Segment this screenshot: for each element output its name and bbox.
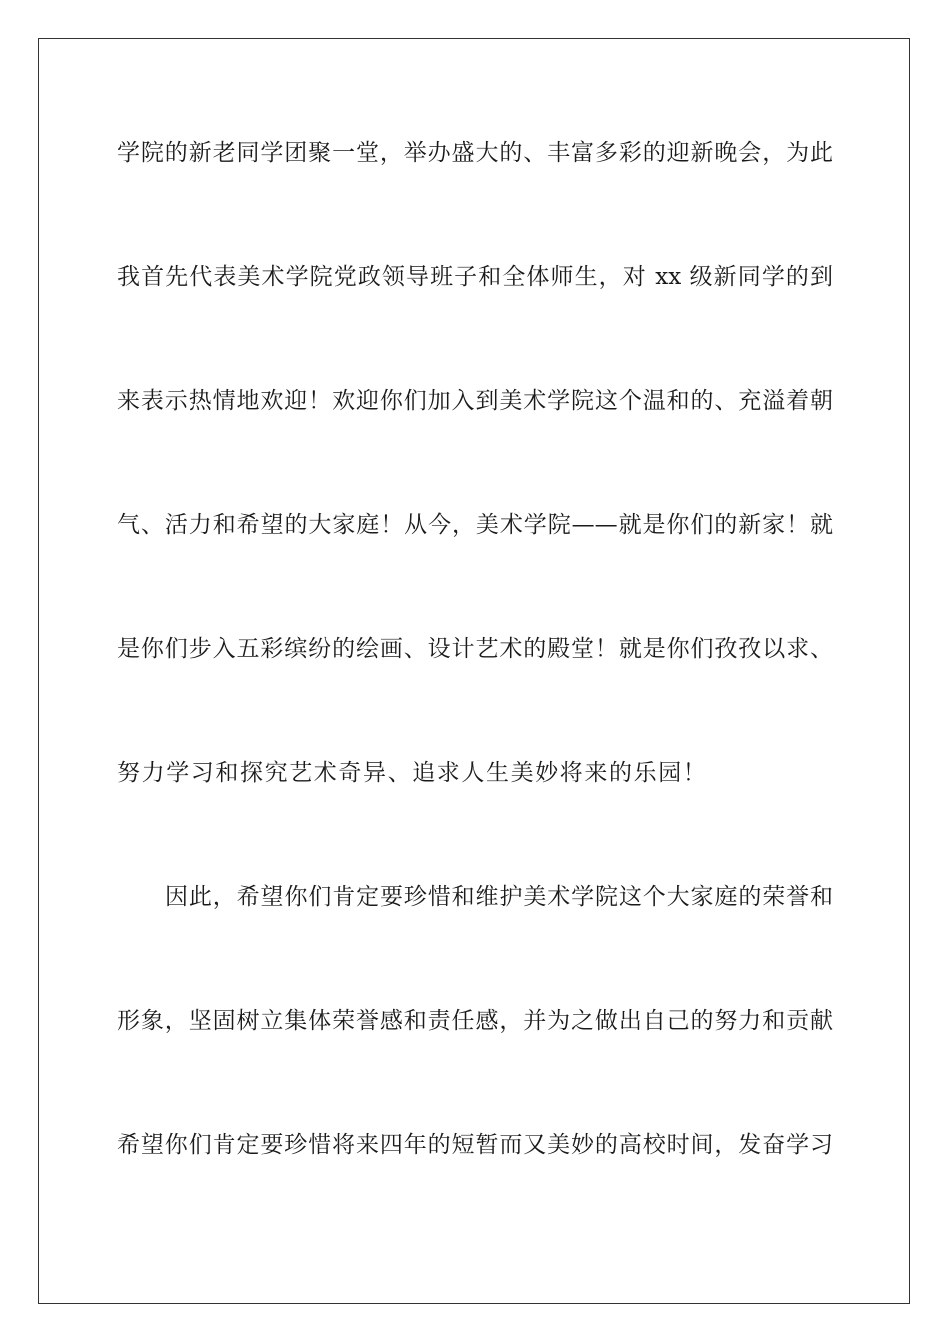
paragraph-line-2: 我首先代表美术学院党政领导班子和全体师生，对 xx 级新同学的到: [117, 264, 833, 290]
paragraph-line-3: 来表示热情地欢迎！欢迎你们加入到美术学院这个温和的、充溢着朝: [117, 388, 833, 414]
paragraph-line-8: 形象，坚固树立集体荣誉感和责任感，并为之做出自己的努力和贡献: [117, 1008, 833, 1034]
paragraph-line-4: 气、活力和希望的大家庭！从今，美术学院——就是你们的新家！就: [117, 512, 833, 538]
paragraph-line-5: 是你们步入五彩缤纷的绘画、设计艺术的殿堂！就是你们孜孜以求、: [117, 636, 833, 662]
paragraph-line-6: 努力学习和探究艺术奇异、追求人生美妙将来的乐园！: [117, 760, 708, 786]
page-border: [38, 38, 910, 1304]
paragraph-line-7: 因此，希望你们肯定要珍惜和维护美术学院这个大家庭的荣誉和: [165, 884, 833, 910]
paragraph-line-9: 希望你们肯定要珍惜将来四年的短暂而又美妙的高校时间，发奋学习: [117, 1132, 833, 1158]
paragraph-line-1: 学院的新老同学团聚一堂，举办盛大的、丰富多彩的迎新晚会，为此: [117, 140, 833, 166]
